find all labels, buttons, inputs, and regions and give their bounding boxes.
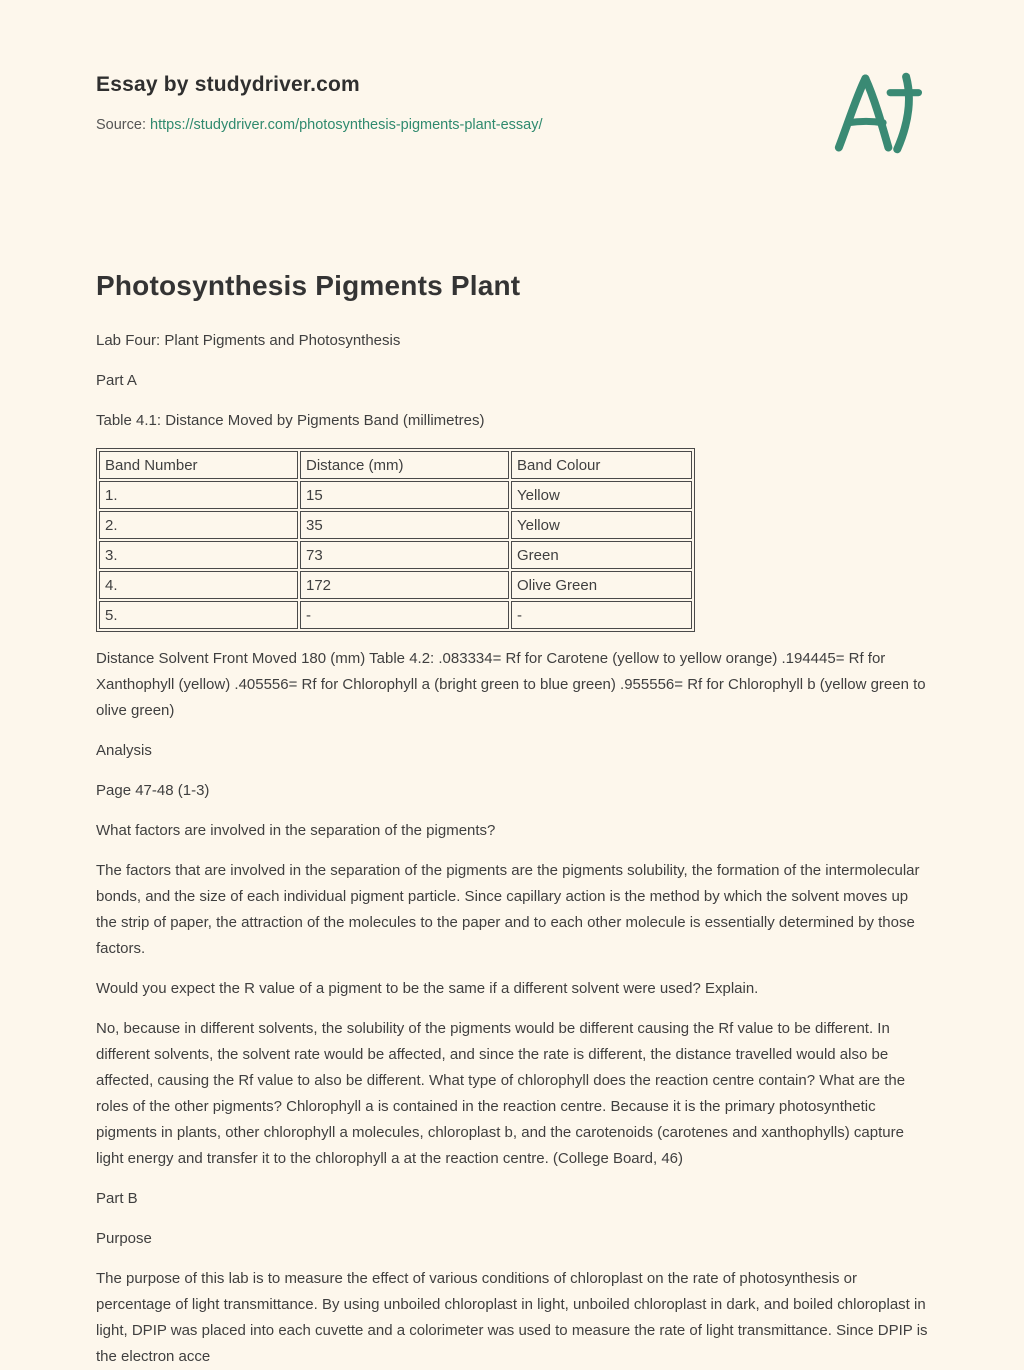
document-header: [96, 73, 928, 160]
essay-body: [96, 270, 928, 1370]
purpose-paragraph: The purpose of this lab is to measure the effect of various conditions of chloroplast on the rate of photosynthesis or percentage of light transmittance. By using unboiled chloroplast in light, unboiled chloroplast in dark, and boiled chloroplast in light, DPIP was placed into each cuvette and a colorimeter was used to measure the rate of light transmittance. Since DPIP is the electron acce: [96, 1270, 928, 1365]
question-2: Would you expect the R value of a pigment to be the same if a different solvent were used? Explain.: [96, 980, 759, 997]
cell-band-number: 1.: [99, 481, 298, 509]
source-url-link[interactable]: https://studydriver.com/photosynthesis-pigments-plant-essay/: [150, 117, 543, 133]
essay-copy: [96, 328, 928, 1370]
purpose-heading: Purpose: [96, 1230, 152, 1247]
cell-band-colour: Yellow: [511, 481, 692, 509]
header-text-block: [96, 73, 543, 133]
cell-distance: 15: [300, 481, 509, 509]
cell-band-number: 5.: [99, 601, 298, 629]
col-header-band-colour: Band Colour: [511, 451, 692, 479]
pigment-table: [96, 448, 695, 632]
cell-band-colour: Yellow: [511, 511, 692, 539]
question-1: What factors are involved in the separation of the pigments?: [96, 822, 496, 839]
cell-band-colour: Olive Green: [511, 571, 692, 599]
source-line: [96, 117, 543, 133]
cell-distance: -: [300, 601, 509, 629]
analysis-heading: Analysis: [96, 742, 152, 759]
cell-band-number: 4.: [99, 571, 298, 599]
cell-distance: 35: [300, 511, 509, 539]
distance-paragraph: Distance Solvent Front Moved 180 (mm) Table 4.2: .083334= Rf for Carotene (yellow to yellow orange) .194445= Rf for Xanthophyll (yellow) .405556= Rf for Chlorophyll a (bright green to blue green) .955556= Rf for Chlorophyll b (yellow green to olive green): [96, 650, 926, 719]
table-header-row: [99, 451, 692, 479]
source-label: Source:: [96, 117, 146, 133]
cell-distance: 172: [300, 571, 509, 599]
col-header-band-number: Band Number: [99, 451, 298, 479]
answer-2: No, because in different solvents, the solubility of the pigments would be different causing the Rf value to be different. In different solvents, the solvent rate would be affected, and since the rate is different, the distance travelled would also be affected, causing the Rf value to also be different. What type of chlorophyll does the reaction centre contain? What are the roles of the other pigments? Chlorophyll a is contained in the reaction centre. Because it is the primary photosynthetic pigments in plants, other chlorophyll a molecules, chloroplast b, and the carotenoids (carotenes and xanthophylls) capture light energy and transfer it to the chlorophyll a at the reaction centre. (College Board, 46): [96, 1020, 906, 1167]
lab-subtitle: Lab Four: Plant Pigments and Photosynthesis: [96, 332, 401, 349]
page-reference: Page 47-48 (1-3): [96, 782, 210, 799]
table-row: [99, 601, 692, 629]
cell-distance: 73: [300, 541, 509, 569]
table-row: [99, 571, 692, 599]
header-title: Essay by studydriver.com: [96, 73, 360, 96]
col-header-distance: Distance (mm): [300, 451, 509, 479]
cell-band-colour: Green: [511, 541, 692, 569]
cell-band-colour: -: [511, 601, 692, 629]
table-row: [99, 511, 692, 539]
answer-1: The factors that are involved in the separation of the pigments are the pigments solubility, the formation of the intermolecular bonds, and the size of each individual pigment particle. Since capillary action is the method by which the solvent moves up the strip of paper, the attraction of the molecules to the paper and to each other molecule is essentially determined by those factors.: [96, 862, 920, 957]
part-b-heading: Part B: [96, 1190, 138, 1207]
table-row: [99, 481, 692, 509]
studydriver-logo-icon: [830, 71, 922, 160]
table-caption: Table 4.1: Distance Moved by Pigments Band (millimetres): [96, 412, 485, 429]
cell-band-number: 3.: [99, 541, 298, 569]
table-row: [99, 541, 692, 569]
essay-title: Photosynthesis Pigments Plant: [96, 270, 521, 301]
cell-band-number: 2.: [99, 511, 298, 539]
part-a-heading: Part A: [96, 372, 137, 389]
